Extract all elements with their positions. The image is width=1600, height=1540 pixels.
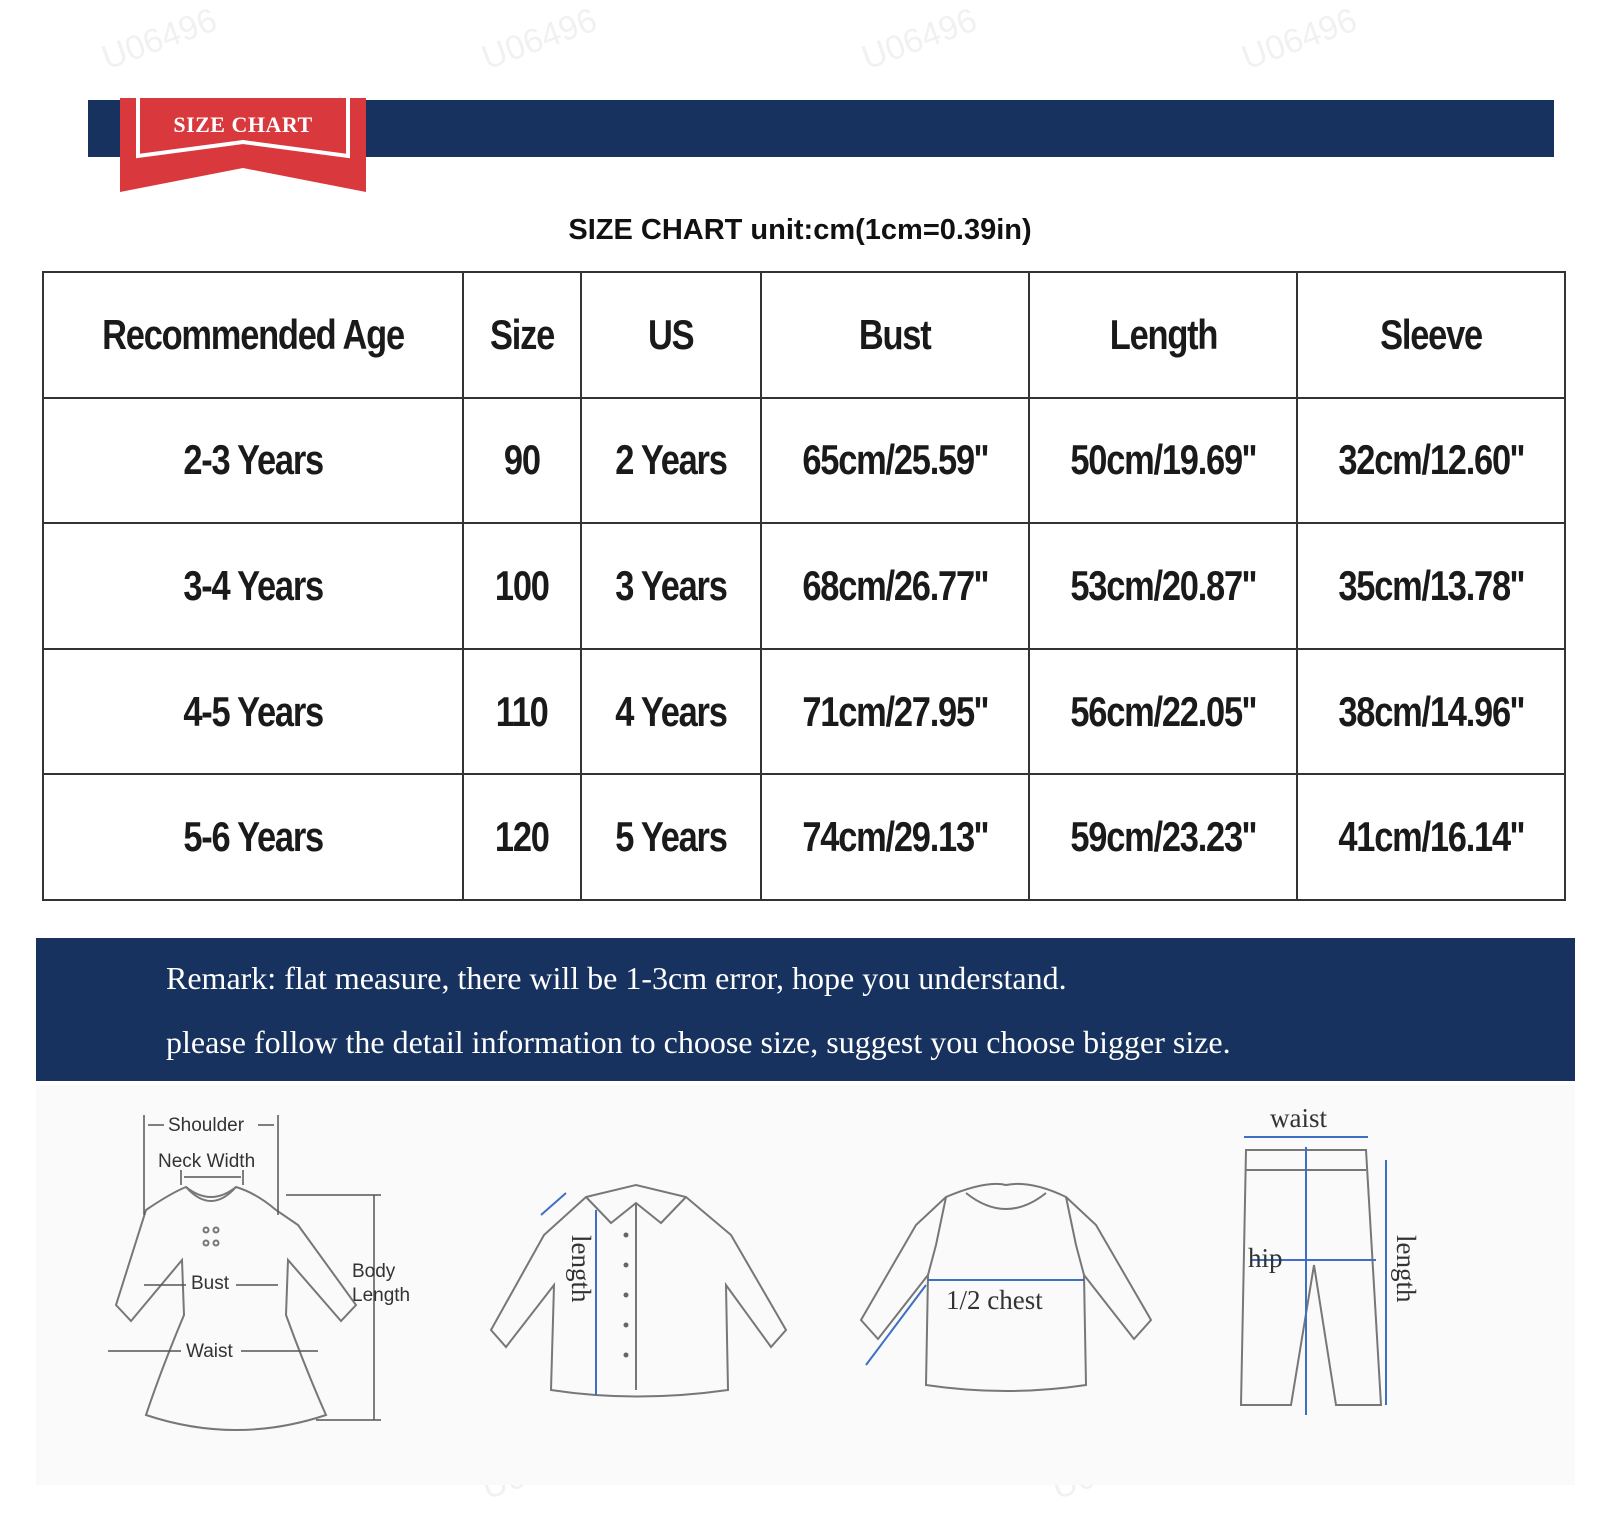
pants-diagram bbox=[1196, 1085, 1575, 1485]
column-header: US bbox=[581, 272, 761, 398]
table-cell: 90 bbox=[463, 398, 581, 524]
size-table bbox=[42, 271, 1566, 901]
column-header: Length bbox=[1029, 272, 1297, 398]
table-cell: 35cm/13.78'' bbox=[1297, 523, 1565, 649]
table-cell: 3-4 Years bbox=[43, 523, 463, 649]
table-cell: 120 bbox=[463, 774, 581, 900]
shirt-diagram bbox=[456, 1085, 816, 1485]
bust-label: Bust bbox=[191, 1273, 230, 1294]
watermark: U06496 bbox=[856, 0, 982, 78]
watermark: U06496 bbox=[476, 0, 602, 78]
chest-label: 1/2 chest bbox=[946, 1285, 1043, 1315]
table-cell: 5-6 Years bbox=[43, 774, 463, 900]
table-cell: 32cm/12.60'' bbox=[1297, 398, 1565, 524]
shirt-icon bbox=[456, 1085, 816, 1485]
chart-subtitle: SIZE CHART unit:cm(1cm=0.39in) bbox=[568, 214, 1032, 246]
table-row bbox=[43, 398, 1565, 524]
sweater-diagram bbox=[816, 1085, 1196, 1485]
waist-label: Waist bbox=[186, 1341, 233, 1362]
table-cell: 68cm/26.77'' bbox=[761, 523, 1029, 649]
table-cell: 41cm/16.14'' bbox=[1297, 774, 1565, 900]
table-cell: 2-3 Years bbox=[43, 398, 463, 524]
remark-band bbox=[36, 938, 1575, 1081]
table-cell: 65cm/25.59'' bbox=[761, 398, 1029, 524]
column-header: Sleeve bbox=[1297, 272, 1565, 398]
table-row bbox=[43, 649, 1565, 775]
column-header: Size bbox=[463, 272, 581, 398]
body-length-label: Body bbox=[352, 1261, 396, 1282]
column-header: Bust bbox=[761, 272, 1029, 398]
table-row bbox=[43, 774, 1565, 900]
body-length-label: Length bbox=[352, 1285, 411, 1306]
table-cell: 100 bbox=[463, 523, 581, 649]
table-cell: 110 bbox=[463, 649, 581, 775]
measurement-diagrams bbox=[36, 1085, 1575, 1485]
table-cell: 59cm/23.23'' bbox=[1029, 774, 1297, 900]
pants-waist-label: waist bbox=[1270, 1103, 1327, 1133]
size-chart-ribbon bbox=[120, 98, 366, 194]
table-cell: 3 Years bbox=[581, 523, 761, 649]
neck-width-label: Neck Width bbox=[158, 1151, 256, 1172]
table-cell: 38cm/14.96'' bbox=[1297, 649, 1565, 775]
table-cell: 4-5 Years bbox=[43, 649, 463, 775]
column-header: Recommended Age bbox=[43, 272, 463, 398]
dress-diagram bbox=[36, 1085, 456, 1485]
table-header-row bbox=[43, 272, 1565, 398]
table-cell: 53cm/20.87'' bbox=[1029, 523, 1297, 649]
shirt-length-label: length bbox=[566, 1235, 596, 1303]
table-cell: 74cm/29.13'' bbox=[761, 774, 1029, 900]
table-row bbox=[43, 523, 1565, 649]
pants-icon bbox=[1196, 1085, 1575, 1485]
shoulder-label: Shoulder bbox=[168, 1115, 245, 1136]
remark-line: Remark: flat measure, there will be 1-3cm error, hope you understand. bbox=[166, 960, 1067, 996]
watermark: U06496 bbox=[96, 0, 222, 78]
ribbon-label: SIZE CHART bbox=[173, 112, 313, 137]
pants-length-label: length bbox=[1391, 1235, 1421, 1303]
table-cell: 4 Years bbox=[581, 649, 761, 775]
table-cell: 2 Years bbox=[581, 398, 761, 524]
watermark: U06496 bbox=[1236, 0, 1362, 78]
remark-line: please follow the detail information to choose size, suggest you choose bigger size. bbox=[166, 1024, 1231, 1060]
pants-hip-label: hip bbox=[1248, 1243, 1283, 1273]
table-cell: 71cm/27.95'' bbox=[761, 649, 1029, 775]
table-cell: 56cm/22.05'' bbox=[1029, 649, 1297, 775]
table-cell: 5 Years bbox=[581, 774, 761, 900]
table-cell: 50cm/19.69'' bbox=[1029, 398, 1297, 524]
